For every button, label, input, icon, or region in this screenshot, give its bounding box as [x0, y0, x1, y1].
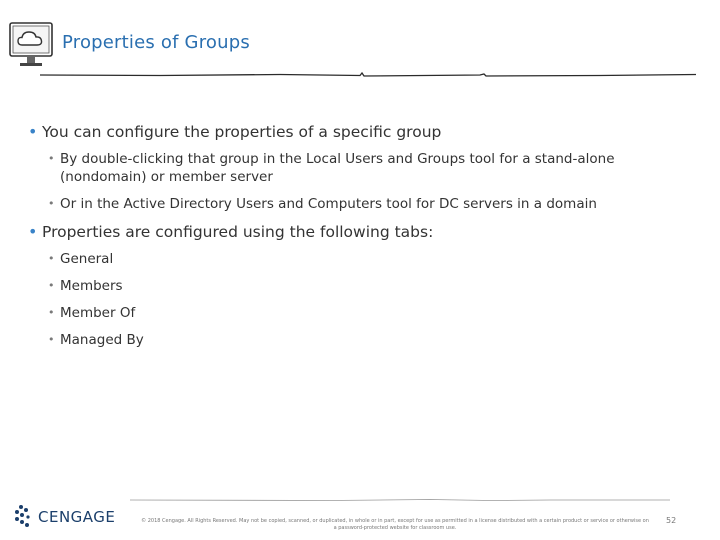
- cengage-logo-icon: [12, 502, 134, 530]
- tab-item-members: • Members: [28, 277, 698, 295]
- sub-bullet-double-click: • By double-clicking that group in the Local Users and Groups tool for a stand-alone (nondomain) or member server: [28, 150, 698, 186]
- tab-item-member-of: • Member Of: [28, 304, 698, 322]
- sub-bullet-active-directory: • Or in the Active Directory Users and Computers tool for DC servers in a domain: [28, 195, 698, 213]
- footer-rule: [130, 496, 670, 504]
- tab-item-general: • General: [28, 250, 698, 268]
- page-number: 52: [666, 516, 677, 525]
- copyright-text: © 2018 Cengage. All Rights Reserved. May not be copied, scanned, or duplicated, in whole or in part, except for use as permitted in a license distributed with a certain product or service or otherwise on a password-protected website for classroom use.: [141, 518, 649, 531]
- title-underline: [40, 70, 696, 80]
- slide-title: Properties of Groups: [62, 32, 250, 53]
- bullet-tabs: • Properties are configured using the following tabs:: [28, 222, 698, 242]
- cloud-monitor-icon: [8, 20, 54, 70]
- slide-content: [28, 122, 698, 358]
- bullet-configure: • You can configure the properties of a specific group: [28, 122, 698, 142]
- tab-item-managed-by: • Managed By: [28, 331, 698, 349]
- brand-name: CENGAGE: [38, 508, 116, 526]
